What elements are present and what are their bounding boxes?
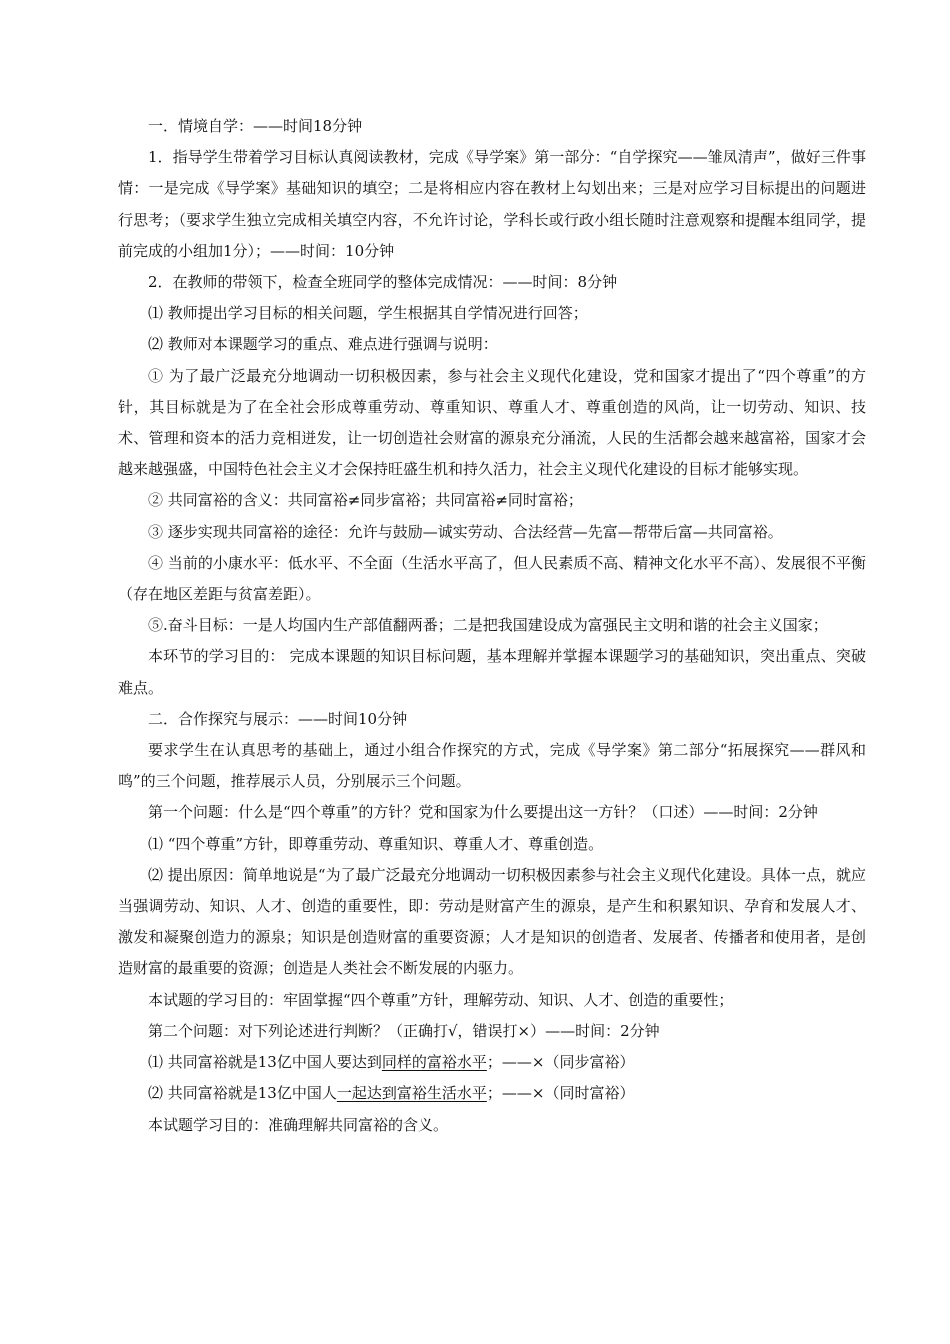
paragraph: ① 为了最广泛最充分地调动一切积极因素，参与社会主义现代化建设，党和国家才提出了“四个尊重”的方针，其目标就是为了在全社会形成尊重劳动、尊重知识、尊重人才、尊重创造的风尚，让一切劳动、知识、技术、管理和资本的活力竞相迸发，让一切创造社会财富的源泉充分涌流，人民的生活都会越来越富裕，国家才会越来越强盛，中国特色社会主义才会保持旺盛生机和持久活力，社会主义现代化建设的目标才能够实现。 bbox=[118, 366, 866, 479]
paragraph: 1．指导学生带着学习目标认真阅读教材，完成《导学案》第一部分：“自学探究——雏凤清声”，做好三件事情：一是完成《导学案》基础知识的填空；二是将相应内容在教材上勾划出来；三是对应学习目标提出的问题进行思考；（要求学生独立完成相关填空内容，不允许讨论，学科长或行政小组长随时注意观察和提醒本组同学，提前完成的小组加1分）；——时间：10分钟 bbox=[118, 148, 866, 260]
paragraph: ③ 逐步实现共同富裕的途径：允许与鼓励—诚实劳动、合法经营—先富—帮带后富—共同富裕。 bbox=[148, 522, 783, 541]
paragraph: 2．在教师的带领下，检查全班同学的整体完成情况：——时间：8分钟 bbox=[148, 273, 618, 292]
paragraph: ⑴ “四个尊重”方针，即尊重劳动、尊重知识、尊重人才、尊重创造。 bbox=[148, 834, 604, 853]
paragraph: 第一个问题：什么是“四个尊重”的方针？党和国家为什么要提出这一方针？（口述）——时间：2分钟 bbox=[148, 803, 818, 822]
paragraph: ⑵ 教师对本课题学习的重点、难点进行强调与说明： bbox=[148, 335, 498, 354]
paragraph: ⑤.奋斗目标：一是人均国内生产部值翻两番；二是把我国建设成为富强民主文明和谐的社会主义国家； bbox=[148, 616, 828, 635]
item-answer: ；——×（同时富裕） bbox=[486, 1084, 635, 1103]
section-1-heading: 一．情境自学：——时间18分钟 bbox=[148, 117, 363, 135]
item-answer: ；——×（同步富裕） bbox=[486, 1053, 635, 1072]
document-body bbox=[118, 111, 866, 1141]
paragraph: 要求学生在认真思考的基础上，通过小组合作探究的方式，完成《导学案》第二部分“拓展探究——群风和鸣”的三个问题，推荐展示人员，分别展示三个问题。 bbox=[118, 741, 866, 791]
paragraph: 本环节的学习目的： 完成本课题的知识目标问题，基本理解并掌握本课题学习的基础知识，突出重点、突破难点。 bbox=[118, 647, 866, 697]
item-text: ⑵ 共同富裕就是13亿中国人 bbox=[148, 1084, 337, 1103]
paragraph: ④ 当前的小康水平：低水平、不全面（生活水平高了，但人民素质不高、精神文化水平不高）、发展很不平衡（存在地区差距与贫富差距）。 bbox=[118, 553, 866, 604]
judgement-item-2 bbox=[118, 1078, 866, 1109]
paragraph: ⑵ 提出原因：简单地说是“为了最广泛最充分地调动一切积极因素参与社会主义现代化建设。具体一点，就应当强调劳动、知识、人才、创造的重要性，即：劳动是财富产生的源泉，是产生和积累知识、孕育和发展人才、激发和凝聚创造力的源泉；知识是创造财富的重要资源；人才是知识的创造者、发展者、传播者和使用者，是创造财富的最重要的资源；创造是人类社会不断发展的内驱力。 bbox=[118, 865, 866, 978]
paragraph: 本试题的学习目的：牢固掌握“四个尊重”方针，理解劳动、知识、人才、创造的重要性； bbox=[148, 990, 734, 1009]
underlined-phrase: 同样的富裕水平 bbox=[381, 1053, 487, 1072]
paragraph: ② 共同富裕的含义：共同富裕≠同步富裕；共同富裕≠同时富裕； bbox=[148, 491, 583, 510]
paragraph: 第二个问题：对下列论述进行判断？（正确打√，错误打×）——时间：2分钟 bbox=[148, 1021, 660, 1040]
underlined-phrase: 一起达到富裕生活水平 bbox=[336, 1084, 487, 1103]
paragraph: 本试题学习目的：准确理解共同富裕的含义。 bbox=[148, 1115, 449, 1134]
item-text: ⑴ 共同富裕就是13亿中国人要达到 bbox=[148, 1053, 382, 1072]
paragraph: ⑴ 教师提出学习目标的相关问题，学生根据其自学情况进行回答； bbox=[148, 304, 588, 323]
judgement-item-1 bbox=[118, 1047, 866, 1078]
section-2-heading: 二．合作探究与展示：——时间10分钟 bbox=[148, 709, 408, 728]
